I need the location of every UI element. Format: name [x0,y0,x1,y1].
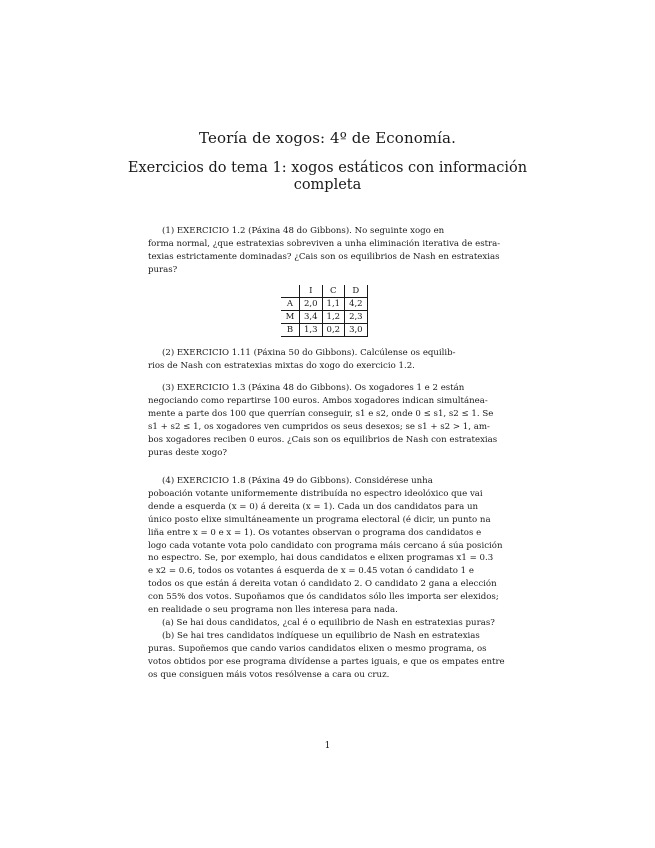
exercise-4-line: e x2 = 0.6, todos os votantes á esquerda de x = 0.45 votan ó candidato 1 e [148,566,474,577]
exercise-4-line: no espectro. Se, por exemplo, hai dous candidatos e elixen programas x1 = 0.3 [148,553,494,564]
exercise-3-line: puras deste xogo? [148,447,227,458]
exercise-3-line: bos xogadores reciben 0 euros. ¿Cais son os equilibrios de Nash con estratexias [148,434,498,445]
row-label: A [281,298,300,311]
exercise-4-line: (4) EXERCICIO 1.8 (Páxina 49 do Gibbons). Considérese unha [162,476,433,486]
payoff-cell: 2,3 [345,311,368,324]
exercise-4-part-a: (a) Se hai dous candidatos, ¿cal é o equilibrio de Nash en estratexias puras? [162,617,495,628]
exercise-2-line: (2) EXERCICIO 1.11 (Páxina 50 do Gibbons). Calcúlense os equilib- [162,348,456,358]
exercise-1-line: (1) EXERCICIO 1.2 (Páxina 48 do Gibbons). No seguinte xogo en [162,226,445,236]
column-header: C [322,285,345,298]
row-label: B [281,324,300,337]
subtitle-line: Exercicios do tema 1: xogos estáticos con información [127,160,528,176]
exercise-4-part-b-line: os que consiguen máis votos resólvense a cara ou cruz. [148,669,390,680]
exercise-2-line: rios de Nash con estratexias mixtas do xogo do exercicio 1.2. [148,360,415,371]
exercise-1-line: forma normal, ¿que estratexias sobreviven a unha eliminación iterativa de estra- [148,238,501,249]
column-header: I [300,285,323,298]
row-label: M [281,311,300,324]
exercise-4-part-b-line: votos obtidos por ese programa divídense a partes iguais, e que os empates entre [148,656,505,667]
exercise-3-line: (3) EXERCICIO 1.3 (Páxina 48 do Gibbons). Os xogadores 1 e 2 están [162,383,465,393]
table-row [281,298,367,311]
exercise-4-line: dende a esquerda (x = 0) á dereita (x = 1). Cada un dos candidatos para un [148,501,479,512]
payoff-cell: 1,2 [322,311,345,324]
exercise-1-line: puras? [148,264,178,275]
exercise-2 [148,347,510,373]
page-number: 1 [324,741,331,751]
document-title: Teoría de xogos: 4º de Economía. [199,129,456,147]
exercise-3 [148,382,510,459]
exercise-1-line: texias estrictamente dominadas? ¿Cais son os equilibrios de Nash en estratexias [148,251,500,262]
column-header: D [345,285,368,298]
table-row [281,324,367,337]
exercise-4-line: todos os que están á dereita votan ó candidato 2. O candidato 2 gana a elección [148,579,497,590]
subtitle-line: completa [293,177,362,193]
table-corner [281,285,300,298]
exercise-4-line: liña entre x = 0 e x = 1). Os votantes observan o programa dos candidatos e [148,527,482,538]
exercise-3-line: s1 + s2 ≤ 1, os xogadores ven cumpridos os seus desexos; se s1 + s2 > 1, am- [148,421,490,432]
exercise-4-line: en realidade o seu programa non lles interesa para nada. [148,605,398,616]
exercise-4-part-b-line: puras. Supoñemos que cando varios candidatos elixen o mesmo programa, os [148,643,487,654]
exercise-4 [148,475,510,682]
exercise-3-line: mente a parte dos 100 que querrían conseguir, s1 e s2, onde 0 ≤ s1, s2 ≤ 1. Se [148,408,494,419]
exercise-4-line: con 55% dos votos. Supoñamos que ós candidatos sólo lles importa ser elexidos; [148,592,499,603]
payoff-cell: 4,2 [345,298,368,311]
exercise-4-part-b-line: (b) Se hai tres candidatos indíquese un equilibrio de Nash en estratexias [162,630,480,641]
payoff-cell: 2,0 [300,298,323,311]
payoff-cell: 1,3 [300,324,323,337]
exercise-4-line: poboación votante uniformemente distribuída no espectro ideolóxico que vai [148,488,483,499]
payoff-table [281,285,368,337]
document-subtitle [120,160,535,194]
exercise-3-line: negociando como repartirse 100 euros. Ambos xogadores indican simultánea- [148,395,488,406]
exercise-1 [148,225,510,277]
exercise-4-line: único posto elixe simultáneamente un programa electoral (é dicir, un punto na [148,514,491,525]
exercise-4-line: logo cada votante vota polo candidato con programa máis cercano á súa posición [148,540,503,551]
payoff-cell: 1,1 [322,298,345,311]
table-header-row [281,285,367,298]
table-row [281,311,367,324]
payoff-cell: 0,2 [322,324,345,337]
payoff-cell: 3,0 [345,324,368,337]
payoff-cell: 3,4 [300,311,323,324]
